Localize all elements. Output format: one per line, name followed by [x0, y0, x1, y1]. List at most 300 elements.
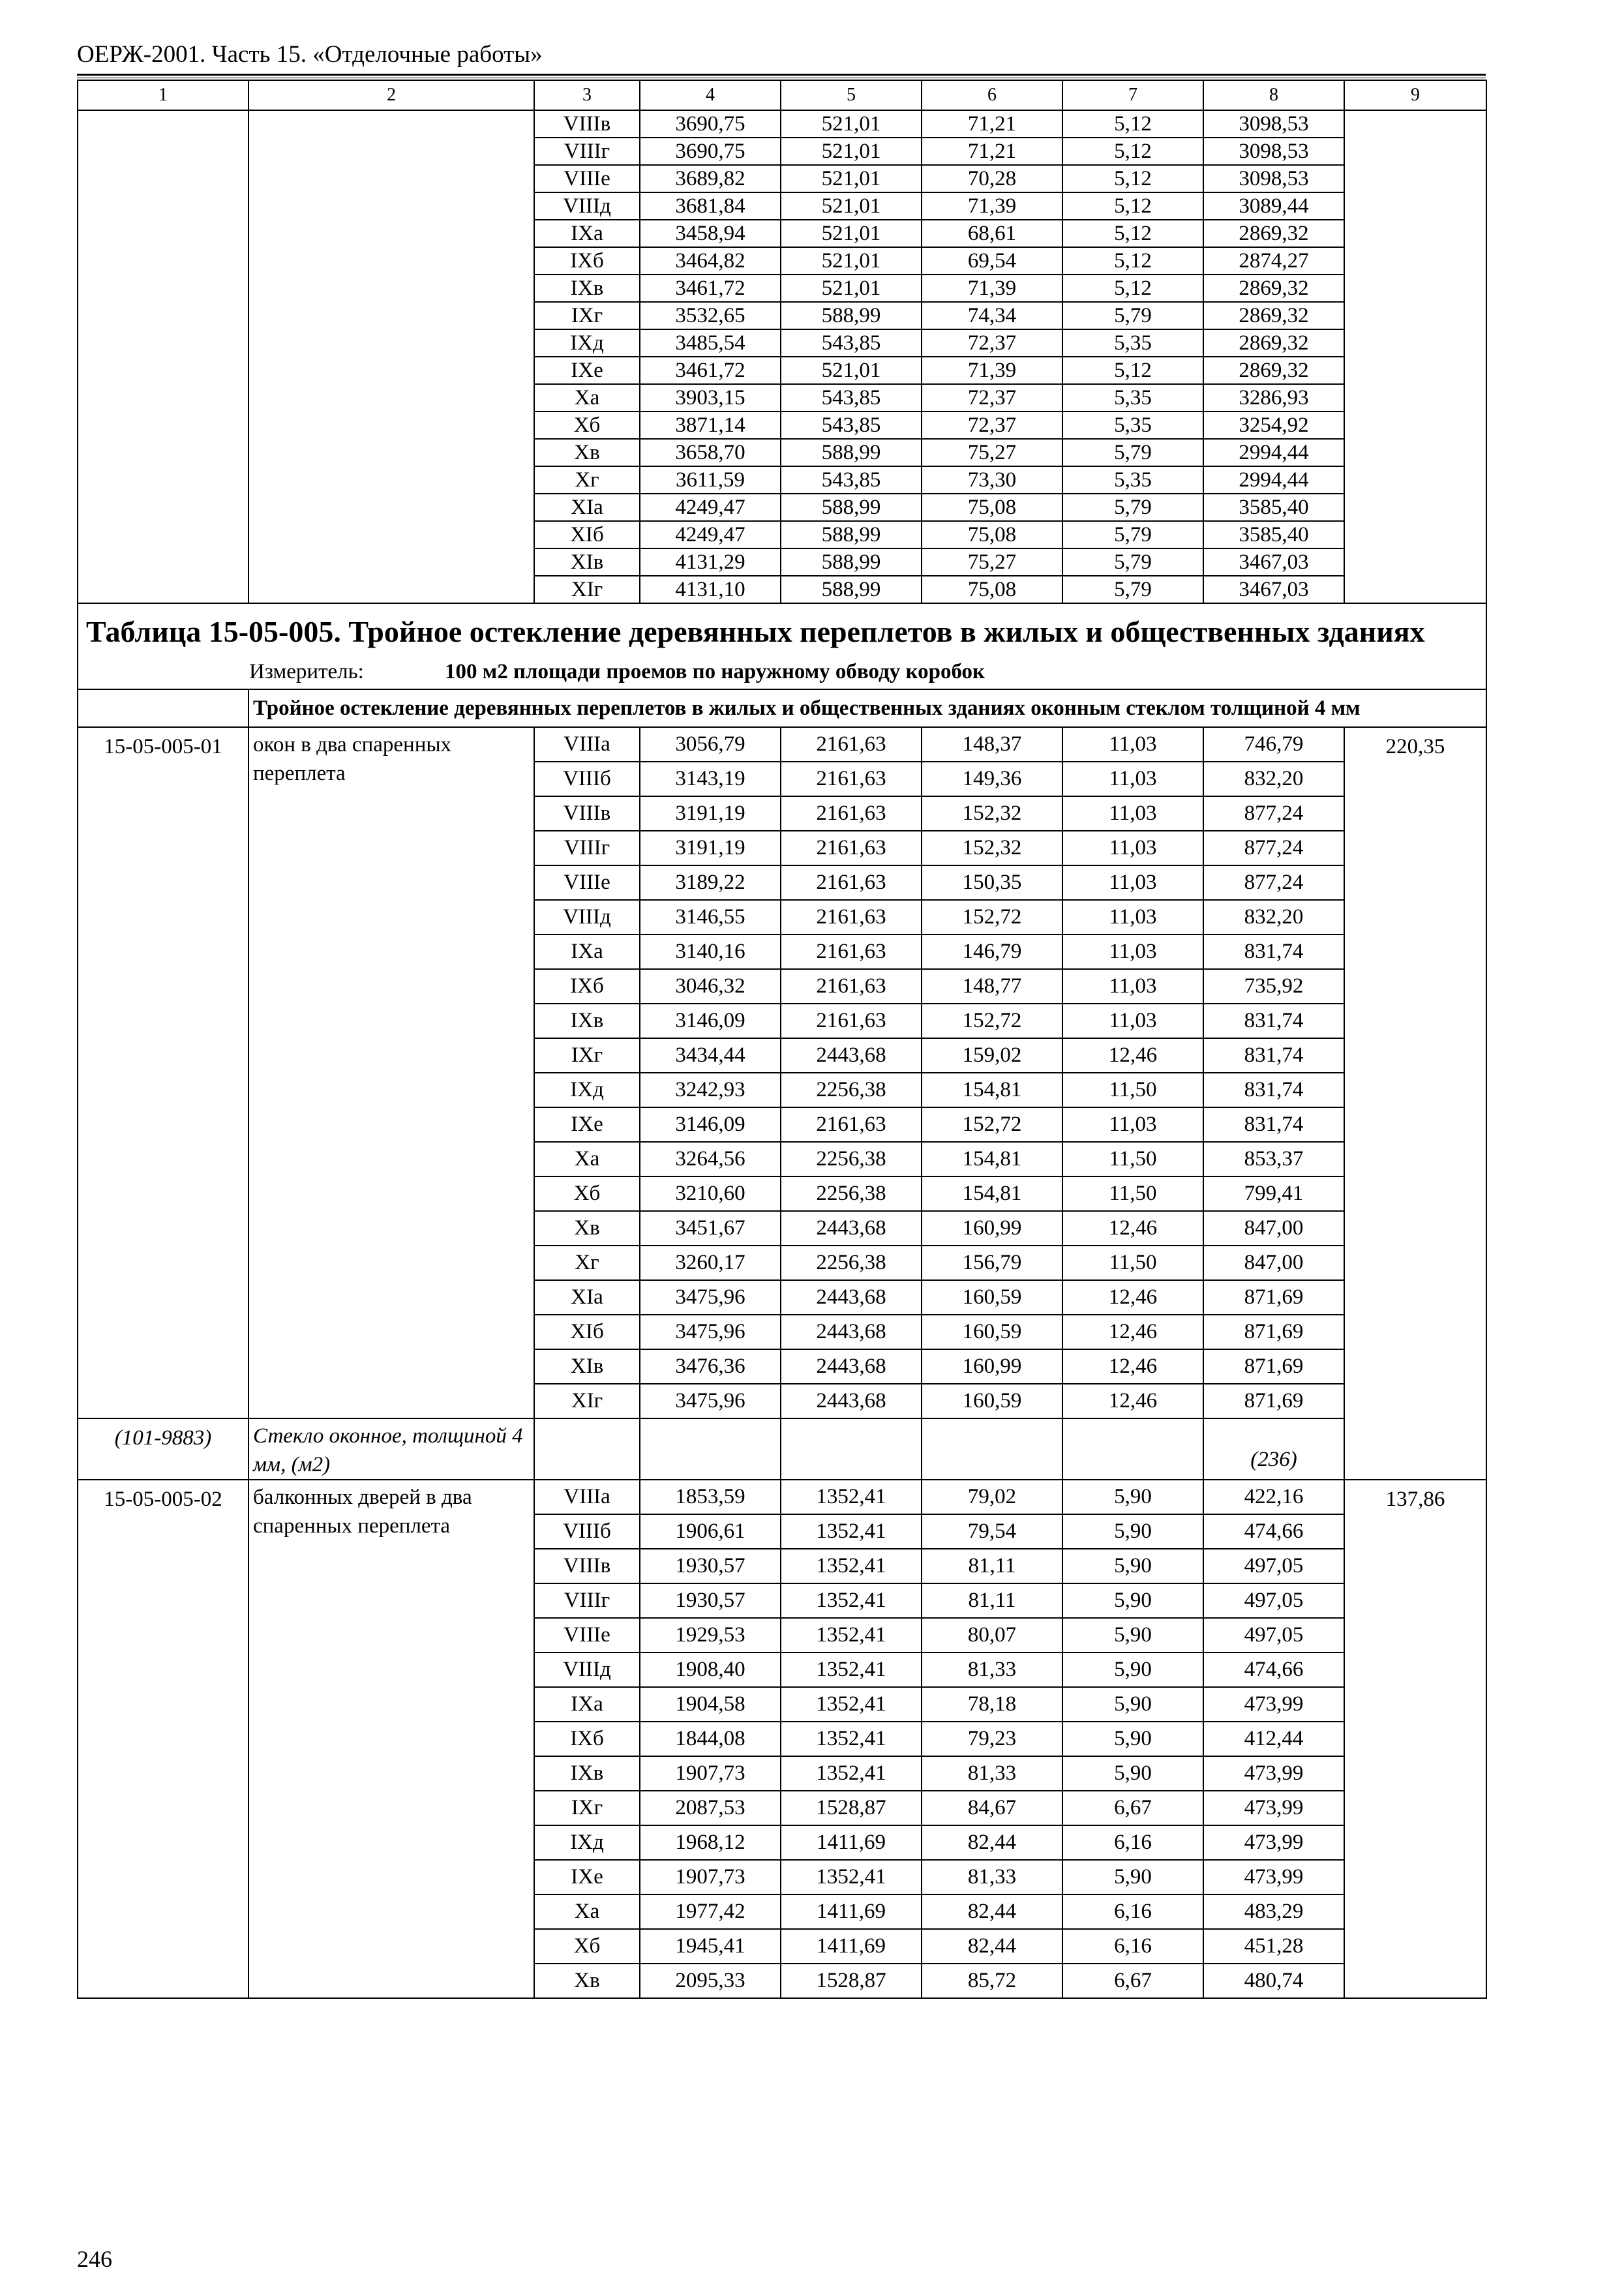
zone-cell: XIг — [534, 576, 640, 603]
wages-cell: 1352,41 — [781, 1722, 922, 1756]
direct-cost-cell: 3146,09 — [640, 1004, 781, 1038]
direct-cost-cell: 3871,14 — [640, 411, 781, 439]
zone-cell: Xа — [534, 1894, 640, 1929]
machine-wages-cell: 5,90 — [1062, 1549, 1203, 1583]
norms-table — [77, 80, 1487, 1999]
materials-cost-cell: 832,20 — [1203, 900, 1344, 935]
machine-cost-cell: 72,37 — [922, 384, 1062, 411]
table-title-row — [78, 603, 1486, 689]
empty-cell — [534, 1418, 640, 1480]
materials-cost-cell: 483,29 — [1203, 1894, 1344, 1929]
machine-wages-cell: 5,79 — [1062, 576, 1203, 603]
machine-wages-cell: 12,46 — [1062, 1038, 1203, 1073]
machine-wages-cell: 11,50 — [1062, 1176, 1203, 1211]
wages-cell: 521,01 — [781, 165, 922, 192]
wages-cell: 543,85 — [781, 329, 922, 357]
wages-cell: 2161,63 — [781, 900, 922, 935]
wages-cell: 2443,68 — [781, 1349, 922, 1384]
direct-cost-cell: 3458,94 — [640, 220, 781, 247]
machine-cost-cell: 75,08 — [922, 576, 1062, 603]
wages-cell: 2161,63 — [781, 1004, 922, 1038]
zone-cell: IXг — [534, 1791, 640, 1825]
machine-cost-cell: 82,44 — [922, 1825, 1062, 1860]
materials-cost-cell: 3286,93 — [1203, 384, 1344, 411]
direct-cost-cell: 3143,19 — [640, 762, 781, 796]
table-row — [78, 727, 1486, 762]
empty-cell — [1062, 1418, 1203, 1480]
zone-cell: VIIIе — [534, 865, 640, 900]
direct-cost-cell: 1906,61 — [640, 1514, 781, 1549]
machine-cost-cell: 152,72 — [922, 1107, 1062, 1142]
machine-wages-cell: 11,03 — [1062, 935, 1203, 969]
wages-cell: 588,99 — [781, 302, 922, 329]
zone-cell: VIIIа — [534, 727, 640, 762]
norm-code: 15-05-005-01 — [78, 727, 248, 1418]
direct-cost-cell: 3046,32 — [640, 969, 781, 1004]
wages-cell: 1352,41 — [781, 1860, 922, 1894]
machine-cost-cell: 150,35 — [922, 865, 1062, 900]
zone-cell: VIIIв — [534, 1549, 640, 1583]
machine-cost-cell: 82,44 — [922, 1929, 1062, 1964]
materials-cost-cell: 871,69 — [1203, 1384, 1344, 1418]
wages-cell: 1352,41 — [781, 1756, 922, 1791]
wages-cell: 2443,68 — [781, 1384, 922, 1418]
direct-cost-cell: 3461,72 — [640, 275, 781, 302]
direct-cost-cell: 1977,42 — [640, 1894, 781, 1929]
machine-wages-cell: 11,03 — [1062, 1004, 1203, 1038]
zone-cell: IXд — [534, 1825, 640, 1860]
code-cell — [78, 110, 248, 603]
materials-cost-cell: 3467,03 — [1203, 576, 1344, 603]
machine-cost-cell: 69,54 — [922, 247, 1062, 275]
machine-cost-cell: 148,37 — [922, 727, 1062, 762]
machine-cost-cell: 71,39 — [922, 357, 1062, 384]
zone-cell: Xв — [534, 1211, 640, 1246]
machine-wages-cell: 11,03 — [1062, 969, 1203, 1004]
machine-cost-cell: 71,21 — [922, 138, 1062, 165]
zone-cell: IXв — [534, 1756, 640, 1791]
wages-cell: 2443,68 — [781, 1211, 922, 1246]
wages-cell: 2161,63 — [781, 935, 922, 969]
table-row — [78, 110, 1486, 138]
direct-cost-cell: 1844,08 — [640, 1722, 781, 1756]
machine-cost-cell: 71,39 — [922, 192, 1062, 220]
machine-wages-cell: 11,03 — [1062, 1107, 1203, 1142]
direct-cost-cell: 3485,54 — [640, 329, 781, 357]
zone-cell: IXа — [534, 220, 640, 247]
subtitle-row — [78, 689, 1486, 727]
direct-cost-cell: 3475,96 — [640, 1280, 781, 1315]
machine-wages-cell: 11,03 — [1062, 900, 1203, 935]
material-value: (236) — [1203, 1418, 1344, 1480]
norm-total: 137,86 — [1344, 1480, 1486, 1998]
direct-cost-cell: 3475,96 — [640, 1384, 781, 1418]
wages-cell: 2161,63 — [781, 831, 922, 865]
machine-wages-cell: 12,46 — [1062, 1280, 1203, 1315]
zone-cell: VIIIг — [534, 831, 640, 865]
machine-wages-cell: 5,79 — [1062, 494, 1203, 521]
zone-cell: Xб — [534, 411, 640, 439]
machine-wages-cell: 12,46 — [1062, 1315, 1203, 1349]
name-cell — [248, 110, 534, 603]
direct-cost-cell: 3146,09 — [640, 1107, 781, 1142]
direct-cost-cell: 3210,60 — [640, 1176, 781, 1211]
machine-cost-cell: 72,37 — [922, 329, 1062, 357]
column-number: 9 — [1344, 80, 1486, 110]
machine-wages-cell: 5,12 — [1062, 192, 1203, 220]
zone-cell: IXв — [534, 1004, 640, 1038]
table-title-cell — [78, 603, 1486, 689]
machine-wages-cell: 5,35 — [1062, 466, 1203, 494]
machine-cost-cell: 81,11 — [922, 1583, 1062, 1618]
machine-wages-cell: 5,12 — [1062, 357, 1203, 384]
machine-cost-cell: 146,79 — [922, 935, 1062, 969]
materials-cost-cell: 877,24 — [1203, 831, 1344, 865]
materials-cost-cell: 847,00 — [1203, 1246, 1344, 1280]
machine-wages-cell: 5,79 — [1062, 548, 1203, 576]
zone-cell: Xг — [534, 466, 640, 494]
zone-cell: Xг — [534, 1246, 640, 1280]
direct-cost-cell: 3264,56 — [640, 1142, 781, 1176]
zone-cell: Xа — [534, 1142, 640, 1176]
machine-wages-cell: 5,90 — [1062, 1860, 1203, 1894]
materials-cost-cell: 746,79 — [1203, 727, 1344, 762]
meter-value: 100 м2 площади проемов по наружному обводу коробок — [445, 660, 985, 683]
wages-cell: 588,99 — [781, 576, 922, 603]
machine-cost-cell: 79,02 — [922, 1480, 1062, 1514]
direct-cost-cell: 1908,40 — [640, 1653, 781, 1687]
column-number: 4 — [640, 80, 781, 110]
machine-cost-cell: 154,81 — [922, 1142, 1062, 1176]
machine-wages-cell: 5,79 — [1062, 439, 1203, 466]
zone-cell: Xа — [534, 384, 640, 411]
materials-cost-cell: 480,74 — [1203, 1964, 1344, 1998]
materials-cost-cell: 3585,40 — [1203, 521, 1344, 548]
machine-cost-cell: 74,34 — [922, 302, 1062, 329]
zone-cell: IXе — [534, 1107, 640, 1142]
machine-cost-cell: 75,27 — [922, 439, 1062, 466]
machine-wages-cell: 5,12 — [1062, 275, 1203, 302]
direct-cost-cell: 1945,41 — [640, 1929, 781, 1964]
machine-wages-cell: 12,46 — [1062, 1384, 1203, 1418]
machine-cost-cell: 160,59 — [922, 1280, 1062, 1315]
zone-cell: XIа — [534, 494, 640, 521]
wages-cell: 1411,69 — [781, 1894, 922, 1929]
machine-wages-cell: 11,03 — [1062, 796, 1203, 831]
wages-cell: 2161,63 — [781, 1107, 922, 1142]
direct-cost-cell: 3903,15 — [640, 384, 781, 411]
materials-cost-cell: 473,99 — [1203, 1687, 1344, 1722]
machine-cost-cell: 75,08 — [922, 494, 1062, 521]
machine-wages-cell: 5,90 — [1062, 1618, 1203, 1653]
zone-cell: XIв — [534, 548, 640, 576]
direct-cost-cell: 1907,73 — [640, 1860, 781, 1894]
materials-cost-cell: 831,74 — [1203, 1004, 1344, 1038]
machine-wages-cell: 5,90 — [1062, 1583, 1203, 1618]
machine-wages-cell: 5,12 — [1062, 165, 1203, 192]
materials-cost-cell: 497,05 — [1203, 1618, 1344, 1653]
total-cell — [1344, 110, 1486, 603]
norm-total: 220,35 — [1344, 727, 1486, 1480]
zone-cell: IXа — [534, 1687, 640, 1722]
wages-cell: 521,01 — [781, 110, 922, 138]
machine-cost-cell: 75,27 — [922, 548, 1062, 576]
materials-cost-cell: 3089,44 — [1203, 192, 1344, 220]
wages-cell: 588,99 — [781, 548, 922, 576]
wages-cell: 1411,69 — [781, 1825, 922, 1860]
wages-cell: 521,01 — [781, 357, 922, 384]
machine-cost-cell: 154,81 — [922, 1073, 1062, 1107]
materials-cost-cell: 831,74 — [1203, 1073, 1344, 1107]
wages-cell: 521,01 — [781, 192, 922, 220]
machine-wages-cell: 5,12 — [1062, 220, 1203, 247]
machine-cost-cell: 149,36 — [922, 762, 1062, 796]
table-title: Таблица 15-05-005. Тройное остекление деревянных переплетов в жилых и общественных зданиях — [86, 615, 1425, 648]
zone-cell: IXе — [534, 1860, 640, 1894]
machine-cost-cell: 81,33 — [922, 1860, 1062, 1894]
materials-cost-cell: 473,99 — [1203, 1825, 1344, 1860]
machine-wages-cell: 11,03 — [1062, 762, 1203, 796]
materials-cost-cell: 3467,03 — [1203, 548, 1344, 576]
wages-cell: 521,01 — [781, 247, 922, 275]
direct-cost-cell: 3464,82 — [640, 247, 781, 275]
column-number: 2 — [248, 80, 534, 110]
materials-cost-cell: 853,37 — [1203, 1142, 1344, 1176]
wages-cell: 2443,68 — [781, 1315, 922, 1349]
materials-cost-cell: 2869,32 — [1203, 220, 1344, 247]
zone-cell: IXв — [534, 275, 640, 302]
direct-cost-cell: 3658,70 — [640, 439, 781, 466]
materials-cost-cell: 847,00 — [1203, 1211, 1344, 1246]
materials-cost-cell: 2994,44 — [1203, 466, 1344, 494]
machine-wages-cell: 5,35 — [1062, 329, 1203, 357]
zone-cell: VIIIг — [534, 1583, 640, 1618]
direct-cost-cell: 3140,16 — [640, 935, 781, 969]
zone-cell: VIIIд — [534, 900, 640, 935]
materials-cost-cell: 831,74 — [1203, 935, 1344, 969]
machine-wages-cell: 6,67 — [1062, 1964, 1203, 1998]
zone-cell: IXе — [534, 357, 640, 384]
zone-cell: VIIIд — [534, 192, 640, 220]
materials-cost-cell: 3254,92 — [1203, 411, 1344, 439]
machine-cost-cell: 152,32 — [922, 831, 1062, 865]
direct-cost-cell: 2087,53 — [640, 1791, 781, 1825]
materials-cost-cell: 832,20 — [1203, 762, 1344, 796]
machine-cost-cell: 81,11 — [922, 1549, 1062, 1583]
machine-wages-cell: 5,90 — [1062, 1756, 1203, 1791]
machine-cost-cell: 84,67 — [922, 1791, 1062, 1825]
machine-cost-cell: 159,02 — [922, 1038, 1062, 1073]
wages-cell: 1352,41 — [781, 1618, 922, 1653]
wages-cell: 2256,38 — [781, 1176, 922, 1211]
machine-cost-cell: 160,59 — [922, 1315, 1062, 1349]
zone-cell: VIIIб — [534, 1514, 640, 1549]
zone-cell: Xб — [534, 1929, 640, 1964]
zone-cell: IXа — [534, 935, 640, 969]
subtitle-code-cell — [78, 689, 248, 727]
materials-cost-cell: 831,74 — [1203, 1038, 1344, 1073]
direct-cost-cell: 3191,19 — [640, 831, 781, 865]
materials-cost-cell: 831,74 — [1203, 1107, 1344, 1142]
zone-cell: VIIIа — [534, 1480, 640, 1514]
direct-cost-cell: 4249,47 — [640, 494, 781, 521]
wages-cell: 2161,63 — [781, 969, 922, 1004]
machine-wages-cell: 5,79 — [1062, 302, 1203, 329]
zone-cell: Xв — [534, 439, 640, 466]
machine-wages-cell: 6,16 — [1062, 1825, 1203, 1860]
zone-cell: Xв — [534, 1964, 640, 1998]
machine-wages-cell: 11,03 — [1062, 727, 1203, 762]
materials-cost-cell: 2869,32 — [1203, 357, 1344, 384]
direct-cost-cell: 3689,82 — [640, 165, 781, 192]
column-numbers-row — [78, 80, 1486, 110]
column-number: 1 — [78, 80, 248, 110]
machine-wages-cell: 6,16 — [1062, 1929, 1203, 1964]
machine-cost-cell: 160,99 — [922, 1349, 1062, 1384]
wages-cell: 543,85 — [781, 384, 922, 411]
zone-cell: VIIIе — [534, 1618, 640, 1653]
table-subtitle: Тройное остекление деревянных переплетов в жилых и общественных зданиях оконным стеклом толщиной 4 мм — [248, 689, 1486, 727]
materials-cost-cell: 2874,27 — [1203, 247, 1344, 275]
machine-wages-cell: 11,50 — [1062, 1246, 1203, 1280]
direct-cost-cell: 3146,55 — [640, 900, 781, 935]
materials-cost-cell: 412,44 — [1203, 1722, 1344, 1756]
machine-cost-cell: 82,44 — [922, 1894, 1062, 1929]
materials-cost-cell: 871,69 — [1203, 1280, 1344, 1315]
materials-cost-cell: 877,24 — [1203, 865, 1344, 900]
wages-cell: 1352,41 — [781, 1583, 922, 1618]
machine-wages-cell: 11,50 — [1062, 1073, 1203, 1107]
direct-cost-cell: 3532,65 — [640, 302, 781, 329]
zone-cell: VIIIд — [534, 1653, 640, 1687]
wages-cell: 1528,87 — [781, 1791, 922, 1825]
machine-cost-cell: 70,28 — [922, 165, 1062, 192]
materials-cost-cell: 451,28 — [1203, 1929, 1344, 1964]
material-row — [78, 1418, 1486, 1480]
machine-cost-cell: 79,23 — [922, 1722, 1062, 1756]
machine-wages-cell: 12,46 — [1062, 1211, 1203, 1246]
materials-cost-cell: 871,69 — [1203, 1349, 1344, 1384]
empty-cell — [781, 1418, 922, 1480]
zone-cell: XIа — [534, 1280, 640, 1315]
machine-wages-cell: 5,90 — [1062, 1480, 1203, 1514]
machine-wages-cell: 6,67 — [1062, 1791, 1203, 1825]
direct-cost-cell: 4131,29 — [640, 548, 781, 576]
wages-cell: 588,99 — [781, 439, 922, 466]
direct-cost-cell: 3191,19 — [640, 796, 781, 831]
machine-cost-cell: 68,61 — [922, 220, 1062, 247]
wages-cell: 2443,68 — [781, 1038, 922, 1073]
table-row — [78, 1480, 1486, 1514]
zone-cell: IXб — [534, 247, 640, 275]
wages-cell: 1352,41 — [781, 1653, 922, 1687]
direct-cost-cell: 3690,75 — [640, 110, 781, 138]
machine-wages-cell: 5,12 — [1062, 247, 1203, 275]
machine-wages-cell: 5,90 — [1062, 1687, 1203, 1722]
direct-cost-cell: 1968,12 — [640, 1825, 781, 1860]
materials-cost-cell: 497,05 — [1203, 1583, 1344, 1618]
materials-cost-cell: 474,66 — [1203, 1653, 1344, 1687]
direct-cost-cell: 3476,36 — [640, 1349, 781, 1384]
materials-cost-cell: 3098,53 — [1203, 165, 1344, 192]
norm-name: окон в два спаренных переплета — [248, 727, 534, 1418]
direct-cost-cell: 2095,33 — [640, 1964, 781, 1998]
column-number: 7 — [1062, 80, 1203, 110]
running-head: ОЕРЖ-2001. Часть 15. «Отделочные работы» — [77, 41, 543, 68]
direct-cost-cell: 1907,73 — [640, 1756, 781, 1791]
zone-cell: IXб — [534, 1722, 640, 1756]
norms-table-body — [78, 80, 1486, 1998]
wages-cell: 1352,41 — [781, 1687, 922, 1722]
zone-cell: IXб — [534, 969, 640, 1004]
zone-cell: IXг — [534, 302, 640, 329]
machine-cost-cell: 152,72 — [922, 1004, 1062, 1038]
machine-wages-cell: 6,16 — [1062, 1894, 1203, 1929]
materials-cost-cell: 3098,53 — [1203, 110, 1344, 138]
machine-cost-cell: 154,81 — [922, 1176, 1062, 1211]
wages-cell: 2256,38 — [781, 1246, 922, 1280]
direct-cost-cell: 3461,72 — [640, 357, 781, 384]
wages-cell: 588,99 — [781, 521, 922, 548]
materials-cost-cell: 473,99 — [1203, 1860, 1344, 1894]
direct-cost-cell: 3189,22 — [640, 865, 781, 900]
materials-cost-cell: 877,24 — [1203, 796, 1344, 831]
materials-cost-cell: 473,99 — [1203, 1791, 1344, 1825]
materials-cost-cell: 799,41 — [1203, 1176, 1344, 1211]
materials-cost-cell: 497,05 — [1203, 1549, 1344, 1583]
direct-cost-cell: 1930,57 — [640, 1583, 781, 1618]
machine-wages-cell: 11,03 — [1062, 865, 1203, 900]
direct-cost-cell: 3242,93 — [640, 1073, 781, 1107]
column-number: 3 — [534, 80, 640, 110]
wages-cell: 588,99 — [781, 494, 922, 521]
direct-cost-cell: 3475,96 — [640, 1315, 781, 1349]
machine-wages-cell: 5,12 — [1062, 110, 1203, 138]
zone-cell: XIб — [534, 521, 640, 548]
direct-cost-cell: 3451,67 — [640, 1211, 781, 1246]
zone-cell: XIв — [534, 1349, 640, 1384]
direct-cost-cell: 1930,57 — [640, 1549, 781, 1583]
zone-cell: IXг — [534, 1038, 640, 1073]
machine-wages-cell: 5,90 — [1062, 1653, 1203, 1687]
materials-cost-cell: 871,69 — [1203, 1315, 1344, 1349]
wages-cell: 2256,38 — [781, 1142, 922, 1176]
machine-cost-cell: 73,30 — [922, 466, 1062, 494]
direct-cost-cell: 1853,59 — [640, 1480, 781, 1514]
machine-wages-cell: 11,50 — [1062, 1142, 1203, 1176]
wages-cell: 543,85 — [781, 411, 922, 439]
direct-cost-cell: 4131,10 — [640, 576, 781, 603]
materials-cost-cell: 2994,44 — [1203, 439, 1344, 466]
machine-cost-cell: 81,33 — [922, 1653, 1062, 1687]
wages-cell: 2161,63 — [781, 796, 922, 831]
wages-cell: 521,01 — [781, 138, 922, 165]
machine-cost-cell: 80,07 — [922, 1618, 1062, 1653]
wages-cell: 521,01 — [781, 220, 922, 247]
machine-wages-cell: 5,35 — [1062, 384, 1203, 411]
zone-cell: VIIIе — [534, 165, 640, 192]
wages-cell: 521,01 — [781, 275, 922, 302]
wages-cell: 2161,63 — [781, 727, 922, 762]
direct-cost-cell: 3611,59 — [640, 466, 781, 494]
machine-cost-cell: 72,37 — [922, 411, 1062, 439]
materials-cost-cell: 3098,53 — [1203, 138, 1344, 165]
machine-wages-cell: 5,90 — [1062, 1514, 1203, 1549]
machine-cost-cell: 152,72 — [922, 900, 1062, 935]
wages-cell: 1352,41 — [781, 1549, 922, 1583]
machine-cost-cell: 152,32 — [922, 796, 1062, 831]
machine-wages-cell: 5,12 — [1062, 138, 1203, 165]
